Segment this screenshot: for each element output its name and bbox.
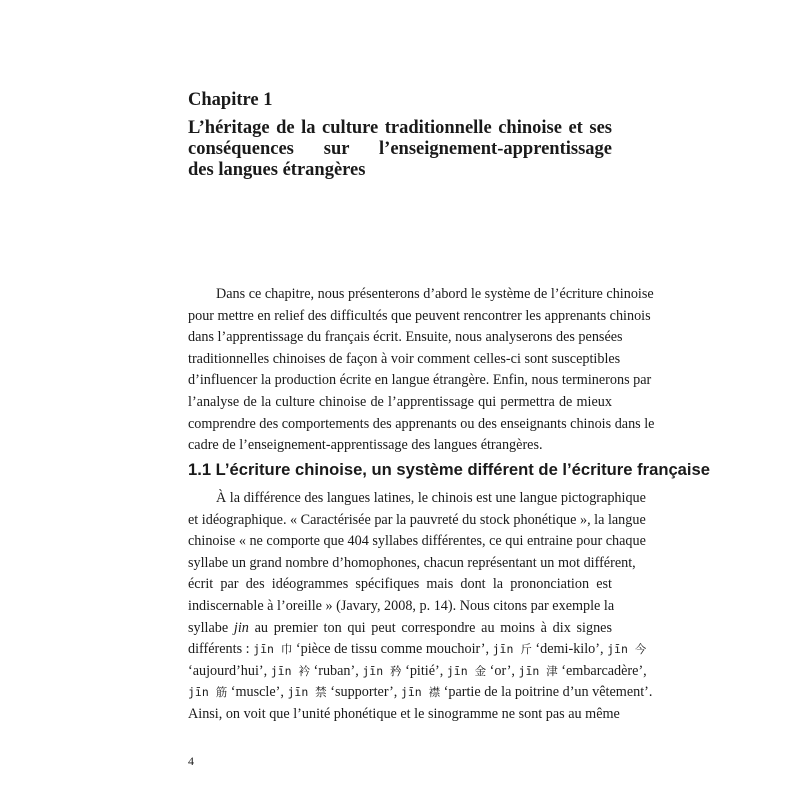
text-line: comprendre des comportements des apprenants ou des enseignants chinois dans le [188, 415, 655, 432]
text-line: l’analyse de la culture chinoise de l’apprentissage qui permettra de mieux [188, 393, 612, 410]
text-line: syllabe un grand nombre d’homophones, chacun représentant un mot différent, [188, 554, 636, 571]
text-line: cadre de l’enseignement-apprentissage des langues étrangères. [188, 437, 543, 454]
pinyin-char: jīn 矜 [362, 663, 402, 678]
text-run: ‘muscle’, [227, 684, 288, 701]
text-line [188, 639, 647, 661]
text-line: indiscernable à l’oreille » (Javary, 2008, p. 14). Nous citons par exemple la [188, 597, 615, 614]
text-line [188, 682, 653, 704]
text-run: ‘aujourd’hui’, [188, 662, 271, 679]
syllable-term: jin [233, 619, 249, 636]
text-line: dans l’apprentissage du français écrit. Ensuite, nous analyserons des pensées [188, 329, 623, 346]
text-run: différents : [188, 641, 254, 658]
text-line: pour mettre en relief des difficultés que peuvent rencontrer les apprenants chinois [188, 307, 651, 324]
text-run: au premier ton qui peut correspondre au moins à dix signes [248, 619, 612, 636]
text-line: et idéographique. « Caractérisée par la pauvreté du stock phonétique », la langue [188, 511, 646, 528]
chapter-title-line: L’héritage de la culture traditionnelle chinoise et ses [188, 118, 612, 138]
text-run: ‘embarcadère’, [557, 662, 647, 679]
pinyin-char: jīn 津 [518, 663, 558, 678]
pinyin-char: jīn 禁 [287, 685, 327, 700]
text-line [188, 618, 612, 640]
text-run: ‘demi-kilo’, [531, 641, 608, 658]
text-line: chinoise « ne comporte que 404 syllabes différentes, ce qui entraine pour chaque [188, 533, 646, 550]
pinyin-char: jīn 衿 [270, 663, 310, 678]
text-run: ‘pitié’, [401, 662, 447, 679]
chapter-label: Chapitre 1 [188, 90, 273, 110]
text-line: Ainsi, on voit que l’unité phonétique et le sinogramme ne sont pas au même [188, 705, 620, 722]
intro-paragraph [188, 284, 655, 457]
pinyin-char: jīn 今 [607, 642, 647, 657]
chapter-title [188, 118, 612, 181]
section-paragraph [188, 488, 653, 726]
text-run: ‘supporter’, [326, 684, 401, 701]
text-line: Dans ce chapitre, nous présenterons d’abord le système de l’écriture chinoise [216, 286, 654, 302]
text-line: d’influencer la production écrite en langue étrangère. Enfin, nous terminerons par [188, 372, 652, 389]
text-line: écrit par des idéogrammes spécifiques mais dont la prononciation est [188, 576, 612, 593]
text-run: ‘pièce de tissu comme mouchoir’, [292, 641, 493, 658]
pinyin-char: jīn 筋 [188, 685, 228, 700]
pinyin-char: jīn 斤 [492, 642, 532, 657]
text-run: syllabe [188, 619, 234, 636]
pinyin-char: jīn 金 [446, 663, 487, 678]
page-number: 4 [188, 754, 194, 768]
text-run: ‘or’, [486, 662, 519, 679]
pinyin-char: jīn 襟 [400, 685, 441, 700]
text-line [188, 661, 647, 683]
text-line: traditionnelles chinoises de façon à voir comment celles-ci sont susceptibles [188, 350, 621, 367]
text-run: ‘ruban’, [309, 662, 363, 679]
section-heading: 1.1 L’écriture chinoise, un système différent de l’écriture française [188, 460, 710, 479]
chapter-title-line: des langues étrangères [188, 160, 366, 180]
text-run: ‘partie de la poitrine d’un vêtement’. [440, 684, 653, 701]
chapter-title-line: conséquences sur l’enseignement-apprentissage [188, 139, 612, 159]
pinyin-char: jīn 巾 [253, 642, 293, 657]
text-line: À la différence des langues latines, le chinois est une langue pictographique [216, 490, 646, 506]
